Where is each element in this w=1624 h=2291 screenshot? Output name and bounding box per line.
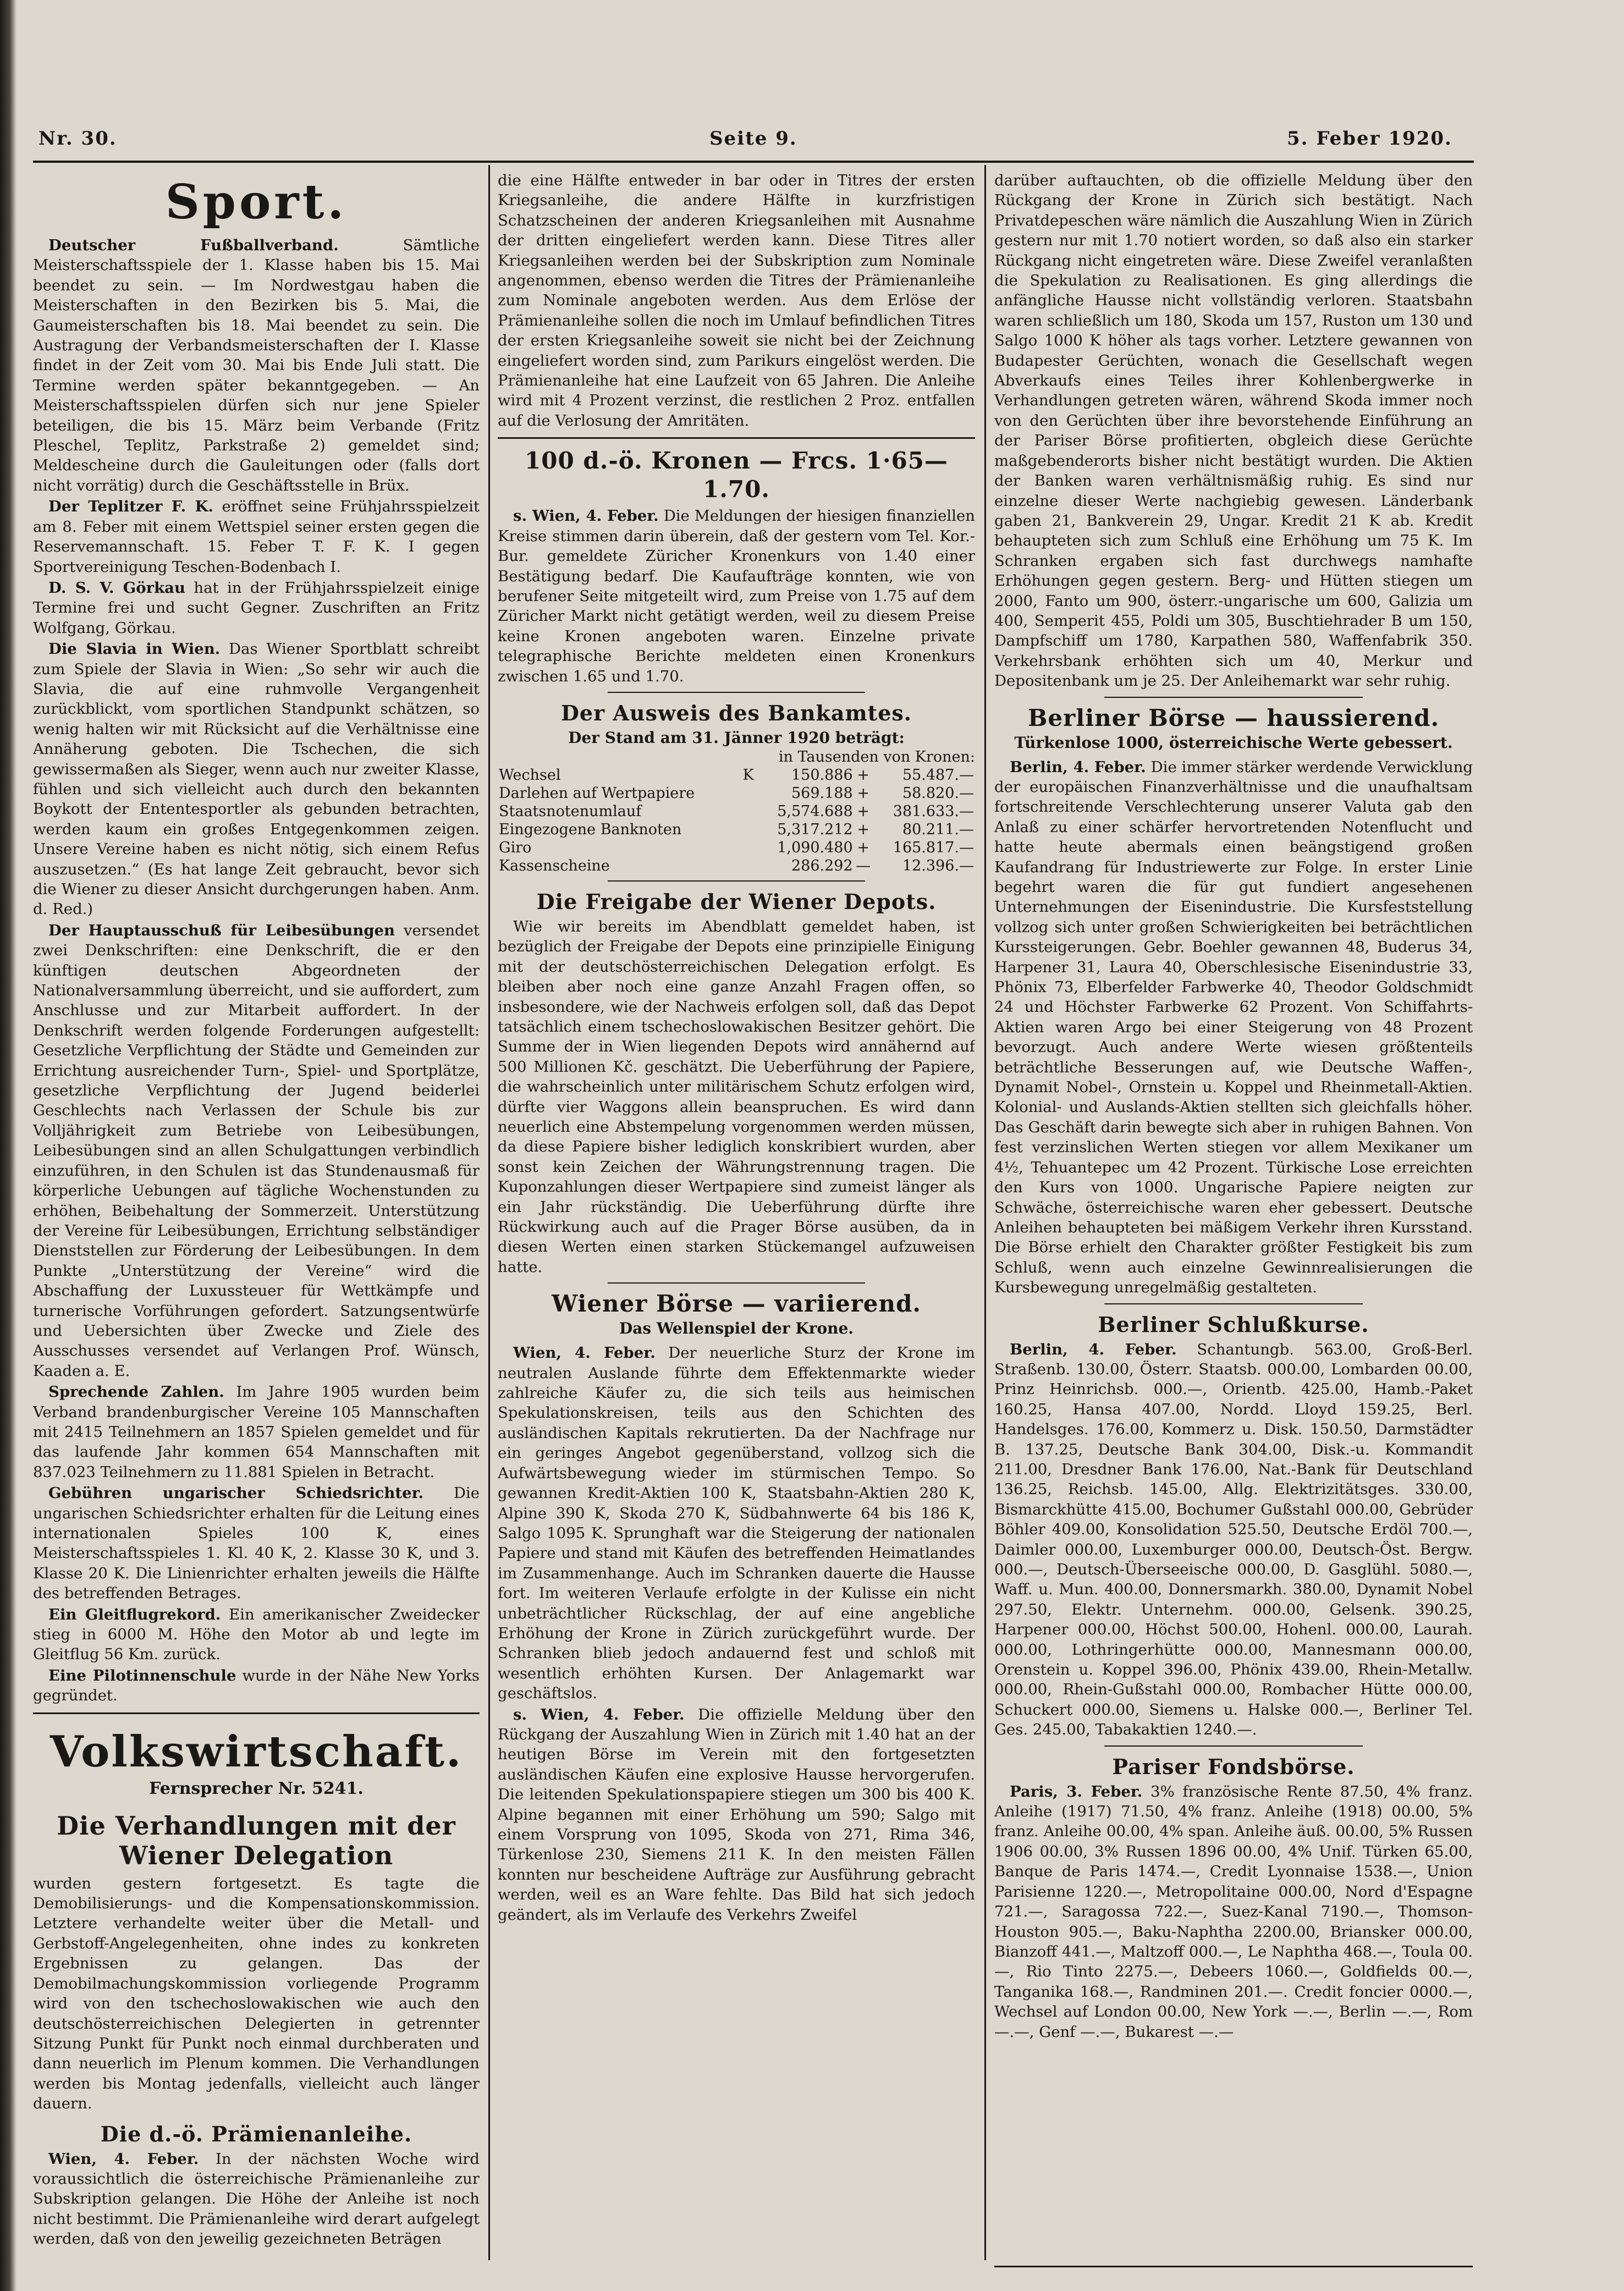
article-paragraph	[33, 639, 480, 919]
article-text: Ein amerikanischer Zweidecker stieg in 6000 M. Höhe den Motor ab und legte im Gleitflug 56 Km. zurück.	[33, 1605, 480, 1664]
article-text: eröffnet seine Frühjahrsspielzeit am 8. Feber mit einem Wettspiel seiner ersten gegen die Reservemannschaft. 15. Feber T. F. K. I gegen Sportvereinigung Teschen-Bodenbach I.	[33, 498, 480, 576]
article-paragraph	[33, 578, 480, 638]
article-paragraph	[994, 1782, 1473, 2042]
article-paragraph	[33, 1666, 480, 1706]
column-1	[33, 170, 480, 2271]
article-paragraph: Wie wir bereits im Abendblatt gemeldet haben, ist bezüglich der Freigabe der Depots eine prinzipielle Einigung mit der deutschösterreichischen Delegation erfolgt. Es bleiben aber noch eine ganze Anzahl Fragen offen, so insbesondere, wie der Nachweis erfolgen soll, daß das Depot tatsächlich einem tschechoslowakischen Besitzer gehört. Die Summe der in Wien liegenden Depots wird annähernd auf 500 Millionen Kč. geschätzt. Die Ueberführung der Papiere, die wahrscheinlich unter militärischem Schutz erfolgen wird, dürfte vier Waggons allein beanspruchen. Es wird dann neuerlich eine Abstempelung vorgenommen werden müssen, da diese Papiere bisher lediglich konskribiert wurden, aber sonst kein Zeichen der Währungstrennung tragen. Die Kuponzahlungen dieser Wertpapiere sind zumeist länger als ein Jahr rückständig. Die Ueberführung dürfte ihre Rückwirkung auch auf die Prager Börse ausüben, da in diesen Werten einen starken Stückemangel aufzuweisen hatte.	[498, 917, 975, 1276]
column-divider-2	[984, 165, 986, 2260]
article-lead: D. S. V. Görkau	[48, 579, 185, 597]
article-text: Im Jahre 1905 wurden beim Verband brandenburgischer Vereine 105 Mannschaften mit 2415 Teilnehmern an 1857 Spielen gemeldet und für das laufende Jahr kommen 654 Mannschaften mit 837.023 Teilnehmern zu 11.881 Spielen in Betracht.	[33, 1383, 480, 1481]
short-separator	[608, 880, 865, 882]
article-headline: Pariser Fondsbörse.	[1112, 1754, 1355, 1779]
article-lead: s. Wien, 4. Feber.	[513, 507, 659, 525]
article-text: Das Wiener Sportblatt schreibt zum Spiele der Slavia in Wien: „So sehr wir auch die Slavia, die auf eine ruhmvolle Vergangenheit zurückblickt, vom sportlichen Standpunkt schätzen, so wenig halten wir mit Rücksicht auf die Verhältnisse eine Annäherung geboten. Die Tschechen, die sich gewissermaßen als Sieger, wenn auch nur zweiter Klasse, fühlen und sich vielleicht auch durch den bekannten Boykott der Ententesportler als gebunden betrachten, werden kaum ein großes Entgegenkommen zeigen. Unsere Vereine haben es nicht nötig, sich einem Refus auszusetzen.“ (Es hat lange Zeit gebraucht, bevor sich die Wiener zu dieser Ansicht durchgerungen haben. Anm. d. Red.)	[33, 640, 480, 918]
article-headline: Berliner Börse — haussierend.	[1027, 704, 1440, 731]
page-number: Seite 9.	[709, 128, 797, 150]
article-paragraph	[33, 1382, 480, 1482]
article-lead: s. Wien, 4. Feber.	[513, 1705, 685, 1723]
bank-row	[498, 857, 975, 875]
bank-cell-label: Darlehen auf Wertpapiere	[499, 784, 695, 802]
article-text: Der neuerliche Sturz der Krone im neutralen Auslande führte dem Effektenmarkte wieder zahlreiche Käufer zu, die sich teils aus heimischen Spekulationskreisen, teils aus den Schichten des ausländischen Kapitals rekrutierten. Da der Nachfrage nur ein geringes Angebot gegenüberstand, vollzog sich die Aufwärtsbewegung wieder im stürmischen Tempo. So gewannen Kredit-Aktien 100 K, Staatsbahn-Aktien 280 K, Alpine 390 K, Skoda 270 K, Südbahnwerte 64 bis 186 K, Salgo 1095 K. Sprunghaft war die Steigerung der nationalen Papiere und stand mit Käufen des betreffenden Heimatlandes im Zusammenhange. Auch im Schranken dauerte die Hausse fort. Im weiteren Verlaufe erfolgte in der Kulisse ein nicht unbeträchtlicher Rückschlag, der auf eine angebliche Erhöhung der Krone in Zürich zurückgeführt wurde. Der Schranken blieb jedoch andauernd fest und schloß mit wesentlich erhöhten Kursen. Der Anlagemarkt war geschäftslos.	[498, 1344, 975, 1703]
bank-row	[498, 820, 975, 839]
bank-cell-unit	[742, 839, 758, 857]
bank-row	[498, 784, 975, 802]
article-lead: Der Teplitzer F. K.	[48, 498, 213, 516]
article-paragraph	[33, 497, 480, 577]
article-lead: Gebühren ungarischer Schiedsrichter.	[48, 1484, 424, 1502]
article-paragraph	[498, 1705, 975, 1925]
article-paragraph	[33, 235, 480, 495]
article-text: Die offizielle Meldung über den Rückgang der Auszahlung Wien in Zürich mit 1.40 hat an der heutigen Börse im Verein mit den fortgesetzten ausländischen Käufen eine explosive Hausse hervorgerufen. Die leitenden Spekulationspapiere stiegen um 300 bis 400 K. Alpine begannen mit einer Erhöhung um 590; Salgo mit einem Vorsprung von 1095, Skoda von 271, Rima 346, Türkenlose 230, Siemens 211 K. In den meisten Fällen konnten nur bescheidene Aufträge zur Ausführung gebracht werden, weil es an Ware fehlte. Das Bild hat sich jedoch geändert, als im Verlaufe des Verkehrs Zweifel	[498, 1705, 975, 1924]
article-text: 3% französische Rente 87.50, 4% franz. Anleihe (1917) 71.50, 4% franz. Anleihe (1918) 00.00, 5% franz. Anleihe 00.00, 4% span. Anleihe äuß. 00.00, 5% Russen 1906 00.00, 3% Russen 1896 00.00, 4% Unif. Türken 65.00, Banque de Paris 1474.—, Credit Lyonnaise 1538.—, Union Parisienne 1220.—, Metropolitaine 000.00, Nord d'Espagne 721.—, Saragossa 722.—, Suez-Kanal 7190.—, Thomson-Houston 905.—, Baku-Naphtha 2200.00, Briansker 000.00, Bianzoff 441.—, Maltzoff 000.—, Le Naphtha 468.—, Toula 00.—, Rio Tinto 2275.—, Debeers 1060.—, Goldfields 00.—, Tanganika 168.—, Randminen 201.—. Credit foncier 0000.—, Wechsel auf London 00.00, New York —.—, Berlin —.—, Rom —.—, Genf —.—, Bukarest —.—	[994, 1782, 1473, 2041]
bank-cell-op: +	[857, 802, 869, 820]
bank-cell-change: 12.396.—	[902, 857, 974, 874]
bank-cell-value: 286.292	[791, 857, 853, 874]
article-text: wurde in der Nähe New Yorks gegründet.	[33, 1666, 480, 1705]
bank-cell-label: Giro	[499, 839, 532, 856]
page-fold-shadow	[0, 0, 16, 2291]
article-lead: Die Slavia in Wien.	[48, 640, 221, 658]
bank-cell-label: Eingezogene Banknoten	[499, 820, 682, 838]
bank-cell-unit	[742, 802, 758, 820]
article-text: In der nächsten Woche wird voraussichtlich die österreichische Prämienanleihe zur Subskription gelangen. Die Höhe der Anleihe ist noch nicht bestimmt. Die Prämienanleihe wird derart aufgelegt werden, daß von den jeweilig gezeichneten Beträgen	[33, 2150, 480, 2248]
article-paragraph	[994, 1340, 1473, 1740]
bank-cell-change: 58.820.—	[902, 784, 974, 802]
article-lead: Berlin, 4. Feber.	[1010, 758, 1146, 776]
article-headline: Die Verhandlungen mit der Wiener Delegation	[57, 1810, 456, 1870]
article-headline: Der Ausweis des Bankamtes.	[560, 700, 912, 725]
article-headline: Berliner Schlußkurse.	[1098, 1312, 1369, 1337]
short-separator	[1104, 697, 1363, 698]
header-rule	[33, 161, 1474, 163]
issue-date: 5. Feber 1920.	[1287, 128, 1452, 150]
section-separator	[498, 437, 975, 439]
bank-cell-value: 1,090.480	[777, 839, 853, 856]
article-paragraph	[498, 506, 975, 686]
bank-cell-unit	[742, 820, 758, 839]
bank-cell-value: 150.886	[791, 766, 853, 784]
bank-cell-op: +	[857, 784, 869, 802]
article-paragraph: die eine Hälfte entweder in bar oder in Titres der ersten Kriegsanleihe, die andere Hälfte in kurzfristigen Schatzscheinen der anderen Kriegsanleihen mit Ausnahme der dritten eingeliefert werden kann. Diese Titres aller Kriegsanleihen werden bei der Subskription zum Nominale angenommen, ebenso werden die Titres der Prämienanleihe zum Nominale angeboten werden. Aus dem Erlöse der Prämienanleihe sollen die noch im Umlauf befindlichen Titres der ersten Kriegsanleihe soweit sie nicht bei der Zeichnung eingeliefert worden sind, zum Parikurs eingelöst werden. Die Prämienanleihe hat eine Laufzeit von 65 Jahren. Die Anleihe wird mit 4 Prozent verzinst, die restlichen 2 Proz. entfallen auf die Verlosung der Amritäten.	[498, 172, 975, 429]
bank-cell-op: +	[857, 766, 869, 784]
article-text: Die Meldungen der hiesigen finanziellen Kreise stimmen darin überein, daß der gestern vom Tel. Kor.-Bur. gemeldete Züricher Kronenkurs von 1.40 einer Bestätigung bedarf. Die Kaufaufträge konnten, wie von berufener Seite mitgeteilt wird, zum Preise von 1.75 auf dem Züricher Markt nicht getätigt werden, weil zu diesem Preise keine Kronen angeboten waren. Einzelne private telegraphische Berichte meldeten einen Kronenkurs zwischen 1.65 und 1.70.	[498, 507, 975, 685]
article-paragraph	[498, 1343, 975, 1703]
article-paragraph	[994, 757, 1473, 1298]
bank-cell-change: 165.817.—	[893, 839, 974, 856]
article-paragraph	[33, 1605, 480, 1665]
issue-number: Nr. 30.	[38, 128, 117, 150]
bank-cell-change: 55.487.—	[902, 766, 974, 784]
bank-cell-value: 5,574.688	[777, 802, 853, 820]
article-subheadline: Türkenlose 1000, österreichische Werte gebessert.	[1014, 733, 1453, 752]
table-caption: in Tausenden von Kronen:	[778, 748, 975, 765]
article-headline: 100 d.-ö. Kronen — Frcs. 1·65—1.70.	[525, 447, 948, 503]
article-text: hat in der Frühjahrsspielzeit einige Termine frei und sucht Gegner. Zuschriften an Fritz Wolfgang, Görkau.	[33, 579, 480, 637]
article-lead: Deutscher Fußballverband.	[48, 236, 339, 254]
bank-cell-label: Wechsel	[499, 766, 561, 784]
section-separator	[33, 1712, 480, 1714]
article-text: Sämtliche Meisterschaftsspiele der 1. Klasse haben bis 15. Mai beendet zu sein. — Im Nordwestgau haben die Meisterschaften in den Bezirken bis 5. Mai, die Gaumeisterschaften bis 18. Mai beendet zu sein. Die Austragung der Verbandsmeisterschaften der I. Klasse findet in der Zeit vom 30. Mai bis Ende Juli statt. Die Termine werden später bekanntgegeben. — An Meisterschaftsspielen dürfen sich nur jene Spieler beteiligen, die bis 15. März beim Verbande (Fritz Pleschel, Teplitz, Parkstraße 2) gemeldet sind; Meldescheine durch die Gauleitungen oder (falls dort nicht vorrätig) durch die Geschäftsstelle in Brüx.	[33, 236, 480, 494]
article-headline: Wiener Börse — variierend.	[551, 1290, 922, 1318]
bank-cell-unit	[742, 857, 758, 875]
article-paragraph: darüber auftauchten, ob die offizielle Meldung über den Rückgang der Krone in Zürich sich bestätigt. Nach Privatdepeschen wäre nämlich die Auszahlung Wien in Zürich gestern nur mit 1.70 notiert worden, so daß also ein starker Rückgang nicht eingetreten wäre. Diese Zweifel veranlaßten die Spekulation zu Realisationen. Es ging allerdings die anfängliche Hausse nicht vollständig verloren. Staatsbahn waren schließlich um 180, Skoda um 157, Ruston um 130 und Salgo 1000 K höher als tags vorher. Letztere gewannen von Budapester Gerüchten, wonach die Gesellschaft wegen Abverkaufs eines Teiles ihrer Kohlenbergwerke in Verhandlungen getreten wären, während Skoda immer noch von den Gerüchten über ihre bevorstehende Einführung an der Pariser Börse profitierten, obgleich diese Gerüchte maßgebenderorts bisher nicht bestätigt wurden. Die Aktien der Banken waren verhältnismäßig ruhig. Es sind nur einzelne dieser Werte nachgiebig gewesen. Länderbank gaben 21, Bankverein 29, Ungar. Kredit 21 K ab. Kredit behaupteten sich zum Schluß eine Erhöhung um 75 K. Im Schranken ergaben sich fast durchwegs namhafte Erhöhungen gegen gestern. Berg- und Hütten stiegen um 2000, Fanto um 900, österr.-ungarische um 600, Galizia um 400, Semperit 455, Poldi um 305, Buschtiehrader B um 150, Dampfschiff um 1780, Karpathen 580, Waffenfabrik 350. Verkehrsbank erhöhten sich um 40, Merkur und Depositenbank um je 25. Der Anleihemarkt war sehr ruhig.	[994, 172, 1473, 690]
article-lead: Eine Pilotinnenschule	[48, 1666, 236, 1684]
column-3	[994, 170, 1473, 2271]
article-text: Die ungarischen Schiedsrichter erhalten für die Leitung eines internationalen Spieles 100 K, eines Meisterschaftsspieles 1. Kl. 40 K, 2. Klasse 30 K, und 3. Klasse 20 K. Die Linienrichter erhalten jeweils die Hälfte des betreffenden Betrages.	[33, 1484, 480, 1602]
bank-row	[498, 766, 975, 784]
short-separator	[608, 692, 865, 693]
short-separator	[1104, 1303, 1363, 1304]
bank-cell-unit	[742, 784, 758, 802]
article-text: Die immer stärker werdende Verwicklung der europäischen Finanzverhältnisse und die unaufhaltsam fortschreitende Verschlechterung unserer Valuta gab den Anlaß zu einer schärfer hervortretenden Notenflucht und hatte heute abermals einen beängstigend großen Kaufandrang für Industriewerte zur Folge. In erster Linie begehrt waren die für gut fundiert angesehenen Unternehmungen der Eisenindustrie. Die Kursfeststellung vollzog sich unter großen Schwierigkeiten bei beträchtlichen Kurssteigerungen. Gebr. Boehler gewannen 48, Buderus 34, Harpener 31, Laura 40, Oberschlesische Eisenindustrie 33, Phönix 73, Elberfelder Farbwerke 40, Theodor Goldschmidt 24 und Höchster Farbwerke 62 Prozent. Von Schiffahrts-Aktien waren Argo bei einer Steigerung von 48 Prozent bevorzugt. Auch andere Werte wiesen größtenteils beträchtliche Besserungen auf, wie Deutsche Waffen-, Dynamit Nobel-, Ornstein u. Koppel und Rheinmetall-Aktien. Kolonial- und Auslands-Aktien stellten sich gleichfalls höher. Das Geschäft darin bewegte sich aber in ruhigen Bahnen. Von fest verzinslichen Werten stiegen vor allem Mexikaner um 4½, Tehuantepec um 42 Prozent. Türkische Lose erreichten den Kurs von 1000. Ungarische Papiere neigten zur Schwäche, österreichische waren eher gebessert. Deutsche Anleihen behaupteten bei mäßigem Verkehr ihren Kursstand. Die Börse erhielt den Charakter größter Festigkeit bis zum Schluß, wenn auch einzelne Gewinnrealisierungen die Kursbewegung unregelmäßig gestalteten.	[994, 758, 1473, 1297]
article-paragraph	[33, 1483, 480, 1603]
bank-statement-table	[498, 766, 975, 875]
footer-rule	[994, 2266, 1473, 2267]
short-separator	[608, 1282, 865, 1284]
article-lead: Ein Gleitflugrekord.	[48, 1605, 221, 1623]
article-headline: Die d.-ö. Prämienanleihe.	[100, 2121, 412, 2146]
bank-row	[498, 802, 975, 820]
bank-cell-unit: K	[742, 766, 754, 784]
section-title-volkswirtschaft: Volkswirtschaft.	[49, 1726, 463, 1777]
article-subheadline: Das Wellenspiel der Krone.	[619, 1319, 854, 1338]
article-headline: Die Freigabe der Wiener Depots.	[536, 889, 937, 914]
article-paragraph	[33, 2149, 480, 2249]
article-subheadline: Der Stand am 31. Jänner 1920 beträgt:	[568, 728, 905, 747]
article-text: versendet zwei Denkschriften: eine Denkschrift, die er den künftigen deutschen Abgeordneten der Nationalversammlung überreicht, und sie auffordert, zum Anschlusse und zur Mitarbeit auffordert. In der Denkschrift werden folgende Forderungen aufgestellt: Gesetzliche Verpflichtung der Städte und Gemeinden zur Errichtung ausreichender Turn-, Spiel- und Sportplätze, gesetzliche Verpflichtung der Jugend beiderlei Geschlechts nach Verlassen der Schule bis zur Volljährigkeit zum Betriebe von Leibesübungen, Leibesübungen sind an allen Schulgattungen verbindlich einzuführen, in den Schulen ist das Stundenausmaß für körperliche Uebungen auf tägliche Wochenstunden zu erhöhen, Beibehaltung der Sommerzeit. Unterstützung der Vereine für Leibesübungen, Errichtung selbständiger Dienststellen zur Förderung der Leibesübungen. In dem Punkte „Unterstützung der Vereine“ wird die Abschaffung der Luxussteuer für Wettkämpfe und turnerische Vorführungen gefordert. Satzungsentwürfe und Uebersichten über Zwecke und Ziele des Ausschusses versendet auf Verlangen Prof. Wünsch, Kaaden a. E.	[33, 921, 480, 1380]
bank-cell-value: 569.188	[791, 784, 853, 802]
section-subtitle-phone: Fernsprecher Nr. 5241.	[149, 1778, 364, 1798]
article-text: Schantungb. 563.00, Groß-Berl. Straßenb. 130.00, Österr. Staatsb. 000.00, Lombarden 00.00, Prinz Heinrichsb. 000.—, Orientb. 425.00, Hamb.-Paket 160.25, Hansa 407.00, Nordd. Lloyd 159.25, Berl. Handelsges. 176.00, Kommerz u. Disk. 150.50, Darmstädter B. 137.25, Deutsche Bank 304.00, Disk.-u. Kommandit 211.00, Dresdner Bank 176.00, Nat.-Bank für Deutschland 136.25, Reichsb. 145.00, Allg. Elektrizitätsges. 330.00, Bismarckhütte 415.00, Bochumer Gußstahl 000.00, Gebrüder Böhler 409.00, Konsolidation 525.50, Deutsche Erdöl 700.—, Daimler 000.00, Luxemburger 000.00, Deutsch-Öst. Bergw. 000.—, Deutsch-Überseeische 000.00, D. Gasglühl. 5080.—, Waff. u. Mun. 400.00, Donnersmarkh. 380.00, Dynamit Nobel 297.50, Elektr. Unternehm. 000.00, Gelsenk. 390.25, Harpener 000.00, Höchst 500.00, Hohenl. 000.00, Laurah. 000.00, Lothringerhütte 000.00, Mannesmann 000.00, Orenstein u. Koppel 396.00, Phönix 439.00, Rhein-Metallw. 000.00, Rhein-Gußstahl 000.00, Rombacher Hütte 000.00, Schuckert 000.00, Siemens u. Halske 000.—, Berliner Tel. Ges. 245.00, Tabakaktien 1240.—.	[994, 1340, 1473, 1739]
article-lead: Berlin, 4. Feber.	[1010, 1340, 1177, 1358]
short-separator	[1104, 1745, 1363, 1747]
article-lead: Wien, 4. Feber.	[48, 2150, 199, 2168]
article-paragraph: wurden gestern fortgesetzt. Es tagte die Demobilisierungs- und die Kompensationskommission. Letztere verhandelte weiter über die Metall- und Gerbstoff-Angelegenheiten, ohne indes zu konkreten Ergebnissen zu gelangen. Das der Demobilmachungskommission vorliegende Programm wird von den tschechoslowakischen wie auch den deutschösterreichischen Delegierten in getrennter Sitzung Punkt für Punkt noch einmal durchberaten und dann neuerlich im Plenum kommen. Die Verhandlungen werden bis Montag jedenfalls, vielleicht auch länger dauern.	[33, 1874, 480, 2113]
section-title-sport: Sport.	[165, 174, 348, 230]
bank-cell-label: Staatsnotenumlauf	[499, 802, 642, 820]
bank-row	[498, 839, 975, 857]
column-2	[498, 170, 975, 2271]
bank-cell-op: —	[856, 857, 871, 874]
bank-cell-label: Kassenscheine	[499, 857, 610, 874]
article-lead: Paris, 3. Feber.	[1010, 1782, 1143, 1800]
column-divider-1	[488, 165, 490, 2260]
article-lead: Wien, 4. Feber.	[513, 1344, 656, 1362]
article-lead: Sprechende Zahlen.	[48, 1383, 224, 1401]
bank-cell-op: +	[857, 820, 869, 838]
bank-cell-value: 5,317.212	[777, 820, 853, 838]
bank-cell-op: +	[857, 839, 869, 856]
bank-cell-change: 80.211.—	[902, 820, 974, 838]
article-lead: Der Hauptausschuß für Leibesübungen	[48, 921, 395, 939]
article-paragraph	[33, 921, 480, 1381]
bank-cell-change: 381.633.—	[893, 802, 974, 820]
